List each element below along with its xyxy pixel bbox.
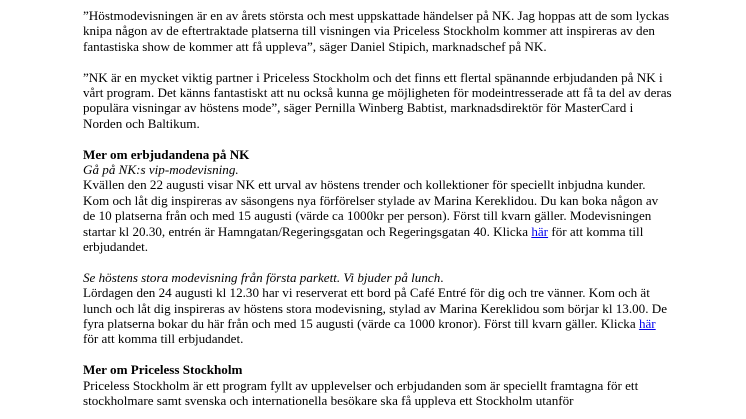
section-heading-nk-offers: Mer om erbjudandena på NK [83,146,250,162]
paragraph-priceless: Priceless Stockholm är ett program fyllt av upplevelser och erbjudanden som är speciellt framtagna för ett stockholmare samt svenska och internationella besökare ska få uppleva ett Stockholm utanför [83,377,639,409]
vip-show-link[interactable]: här [531,223,549,239]
section-heading-priceless: Mer om Priceless Stockholm [83,362,243,378]
paragraph-spacer [83,347,673,362]
quote-paragraph-nk: ”Höstmodevisningen är en av årets största och mest uppskattade händelser på NK. Jag hoppas att de som lyckas knipa någon av de eftertraktade platserna till visningen via Priceless Stockholm kommer att inspireras av den fantastiska show de kommer att få uppleva”, säger Daniel Stipich, marknadschef på NK. [83,8,670,54]
lunch-show-link[interactable]: här [638,316,656,332]
subheading-lunch-show: Se höstens stora modevisning från första parkett. Vi bjuder på lunch [83,269,441,285]
vip-show-tail: för att komma till erbjudandet. [83,223,644,255]
lunch-show-text: Lördagen den 24 augusti kl 12.30 har vi reserverat ett bord på Café Entré för dig och tre vänner. Kom och ät lunch och låt dig inspireras av höstens stora modevisning, stylad av Marina Kereklidou som börjar kl 13.00. De fyra platserna bokar du här från och med 15 augusti (värde ca 1000 kronor). Först till kvarn gäller. Klicka [83,285,668,332]
paragraph-spacer [83,131,673,146]
lunch-show-tail: för att komma till erbjudandet. [83,331,244,347]
paragraph-spacer [83,254,673,269]
paragraph-spacer [83,54,673,69]
subheading-vip-show: Gå på NK:s vip-modevisning. [83,162,239,178]
subheading-lunch-show-period: . [440,269,444,285]
paragraph-lunch-show [83,285,673,347]
document-body [83,8,673,409]
paragraph-vip-show [83,177,673,254]
vip-show-text: Kvällen den 22 augusti visar NK ett urval av höstens trender och kollektioner för speciellt inbjudna kunder. Kom och låt dig inspireras av säsongens nya förförelser stylade av Marina Kereklidou. Du kan boka någon av de 10 platserna från och med 15 augusti (värde ca 1000kr per person). Först till kvarn gäller. Modevisningen startar kl 20.30, entrén är Hamngatan/Regeringsgatan och Regeringsgatan 40. Klicka [83,177,659,239]
subheading-lunch-show-line [83,270,673,285]
quote-paragraph-mastercard: ”NK är en mycket viktig partner i Priceless Stockholm och det finns ett flertal spänannde erbjudanden på NK i vårt program. Det känns fantastiskt att nu också kunna ge möjligheten för modeintresserade att få ta del av deras populära visningar av höstens mode”, säger Pernilla Winberg Babtist, marknadsdirektör för MasterCard i Norden och Baltikum. [83,69,672,131]
